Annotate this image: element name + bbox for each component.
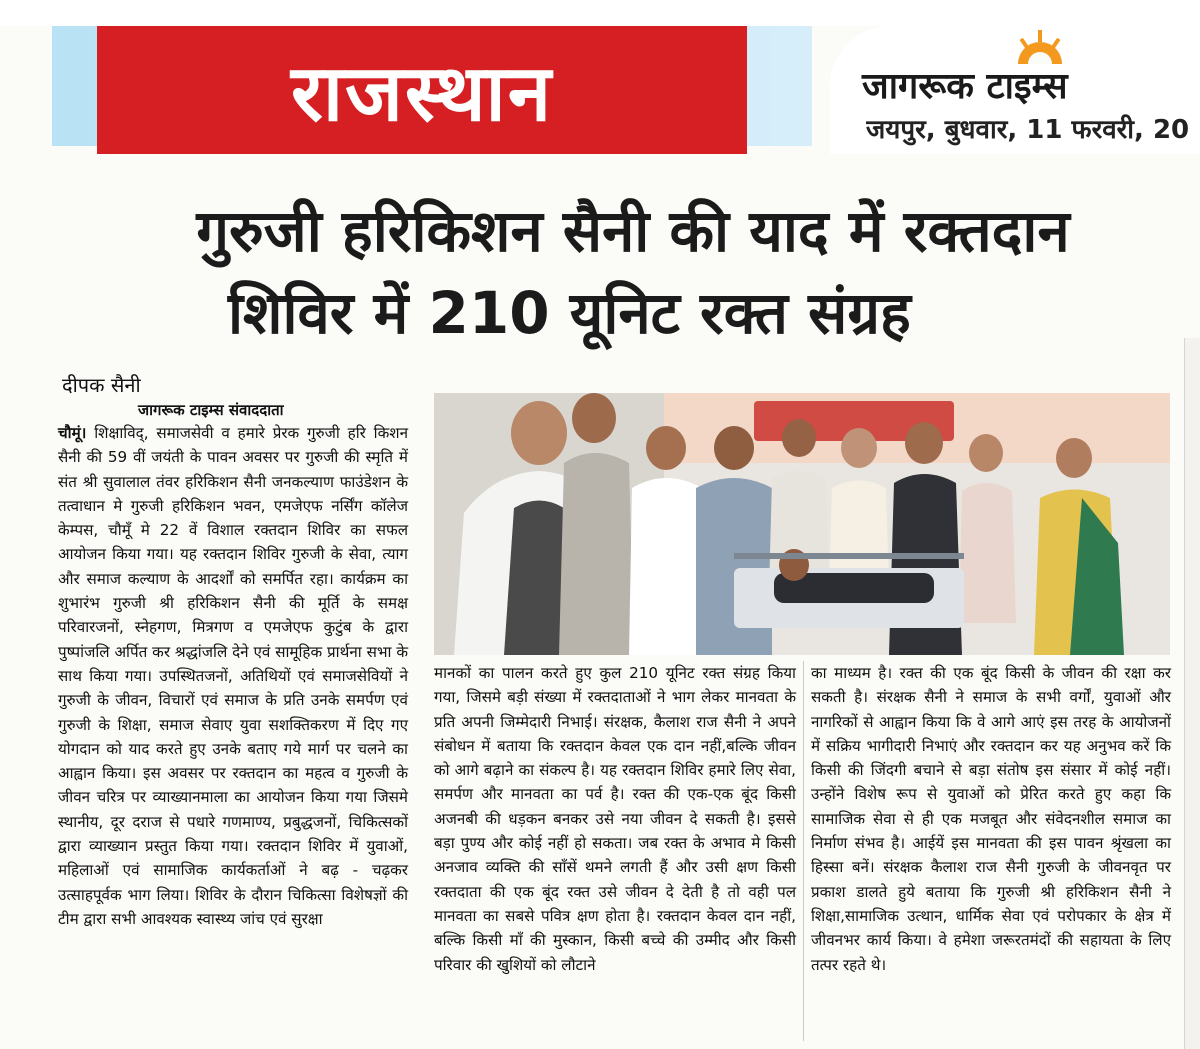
article-column-1 [58, 421, 408, 931]
event-photo [434, 393, 1170, 655]
top-strip [0, 0, 1200, 26]
column-1-text: शिक्षाविद्, समाजसेवी व हमारे प्रेरक गुरुजी हरि किशन सैनी की 59 वीं जयंती के पावन अवसर पर गुरुजी की स्मृति में संत श्री सुवालाल तंवर हरिकिशन सैनी जनकल्याण फाउंडेशन के तत्वाधान मे गुरुजी हरिकिशन भवन, एमजेएफ नर्सिंग कॉलेज केम्पस, चौमूँ मे 22 वें विशाल रक्तदान शिविर का सफल आयोजन किया गया। यह रक्तदान शिविर गुरुजी के सेवा, त्याग और समाज कल्याण के आदर्शों को समर्पित रहा। कार्यक्रम का शुभारंभ गुरुजी श्री हरिकिशन सैनी की मूर्ति के समक्ष परिवारजनों, स्नेहगण, मित्रगण व एमजेएफ कुटुंब के द्वारा पुष्पांजलि अर्पित कर श्रद्धांजलि देने एवं सामूहिक प्रार्थना सभा के साथ किया गया। उपस्थितजनों, अतिथियों एवं समाजसेवियों ने गुरुजी के जीवन, विचारों एवं समाज के प्रति उनके समर्पण एवं गुरुजी के शिक्षा, समाज सेवाए युवा सशक्तिकरण में दिए गए योगदान को याद करते हुए उनके बताए गये मार्ग पर चलने का आह्वान किया। इस अवसर पर रक्तदान का महत्व व गुरुजी के जीवन चरित्र पर व्याख्यानमाला का आयोजन किया गया जिसमे स्थानीय, दूर दराज से पधारे गणमाण्य, प्रबुद्धजनों, चिकित्सकों द्वारा व्याख्यान प्रस्तुत किया गया। रक्तदान शिविर में युवाओं, महिलाओं एवं सामाजिक कार्यकर्ताओं ने बढ़ - चढ़कर उत्साहपूर्वक भाग लिया। शिविर के दौरान चिकित्सा विशेषज्ञों की टीम द्वारा सभी आवश्यक स्वास्थ्य जांच एवं सुरक्षा [58, 424, 408, 928]
article-column-3: का माध्यम है। रक्त की एक बूंद किसी के जीवन की रक्षा कर सकती है। संरक्षक सैनी ने समाज के सभी वर्गों, युवाओं और नागरिकों से आह्वान किया कि वे आगे आएं इस तरह के आयोजनों में सक्रिय भागीदारी निभाएं और रक्तदान कर यह अनुभव करें कि किसी की जिंदगी बचाने से बड़ा संतोष इस संसार में कोई नहीं। उन्होंने विशेष रूप से युवाओं को प्रेरित करते हुए कहा कि सामाजिक सेवा से ही एक मजबूत और संवेदनशील समाज का निर्माण संभव है। आईयें इस मानवता की इस पावन श्रृंखला का हिस्सा बनें। संरक्षक कैलाश राज सैनी गुरुजी के जीवनवृत पर प्रकाश डालते हुये बताया कि गुरुजी श्री हरिकिशन सैनी ने शिक्षा,सामाजिक उत्थान, धार्मिक सेवा एवं परोपकार के क्षेत्र में जीवनभर कार्य किया। वे हमेशा जरूरतमंदों की सहायता के लिए तत्पर रहते थे। [811, 664, 1171, 974]
headline-line-2: शिविर में 210 यूनिट रक्त संग्रह [228, 279, 911, 347]
correspondent-credit: जागरूक टाइम्स संवाददाता [138, 401, 284, 419]
blood-donation-camp-photo [434, 393, 1170, 655]
article-headline [58, 190, 1178, 354]
section-title: राजस्थान [290, 48, 554, 139]
adjacent-page-edge [1184, 338, 1200, 1049]
sun-logo-icon [1010, 26, 1070, 64]
edition-dateline: जयपुर, बुधवार, 11 फरवरी, 20 [866, 115, 1190, 145]
column-rule [803, 661, 804, 1041]
place-dateline: चौमूं। [58, 424, 87, 442]
section-banner [97, 26, 747, 154]
headline-line-1: गुरुजी हरिकिशन सैनी की याद में रक्तदान [196, 197, 1070, 265]
newspaper-name: जागरूक टाइम्स [862, 66, 1068, 107]
article-column-2: मानकों का पालन करते हुए कुल 210 यूनिट रक्त संग्रह किया गया, जिसमे बड़ी संख्या में रक्तदाताओं ने भाग लेकर मानवता के प्रति अपनी जिम्मेदारी निभाई। संरक्षक, कैलाश राज सैनी ने अपने संबोधन में बताया कि रक्तदान केवल एक दान नहीं,बल्कि जीवन को आगे बढ़ाने का संकल्प है। यह रक्तदान शिविर हमारे लिए सेवा, समर्पण और मानवता का पर्व है। रक्त की एक-एक बूंद किसी अजनबी की धड़कन बनकर उसे नया जीवन दे सकती है। इससे बड़ा पुण्य और कोई नहीं हो सकता। जब रक्त के अभाव मे किसी अनजाव व्यक्ति की साँसें थमने लगती हैं और उसी क्षण किसी रक्तदाता की एक बूंद रक्त उसे जीवन दे देती है तो वही पल मानवता का सबसे पवित्र क्षण होता है। रक्तदान केवल दान नहीं, बल्कि किसी माँ की मुस्कान, किसी बच्चे की उम्मीद और किसी परिवार की खुशियों को लौटाने [434, 664, 796, 974]
byline: दीपक सैनी [62, 373, 141, 397]
